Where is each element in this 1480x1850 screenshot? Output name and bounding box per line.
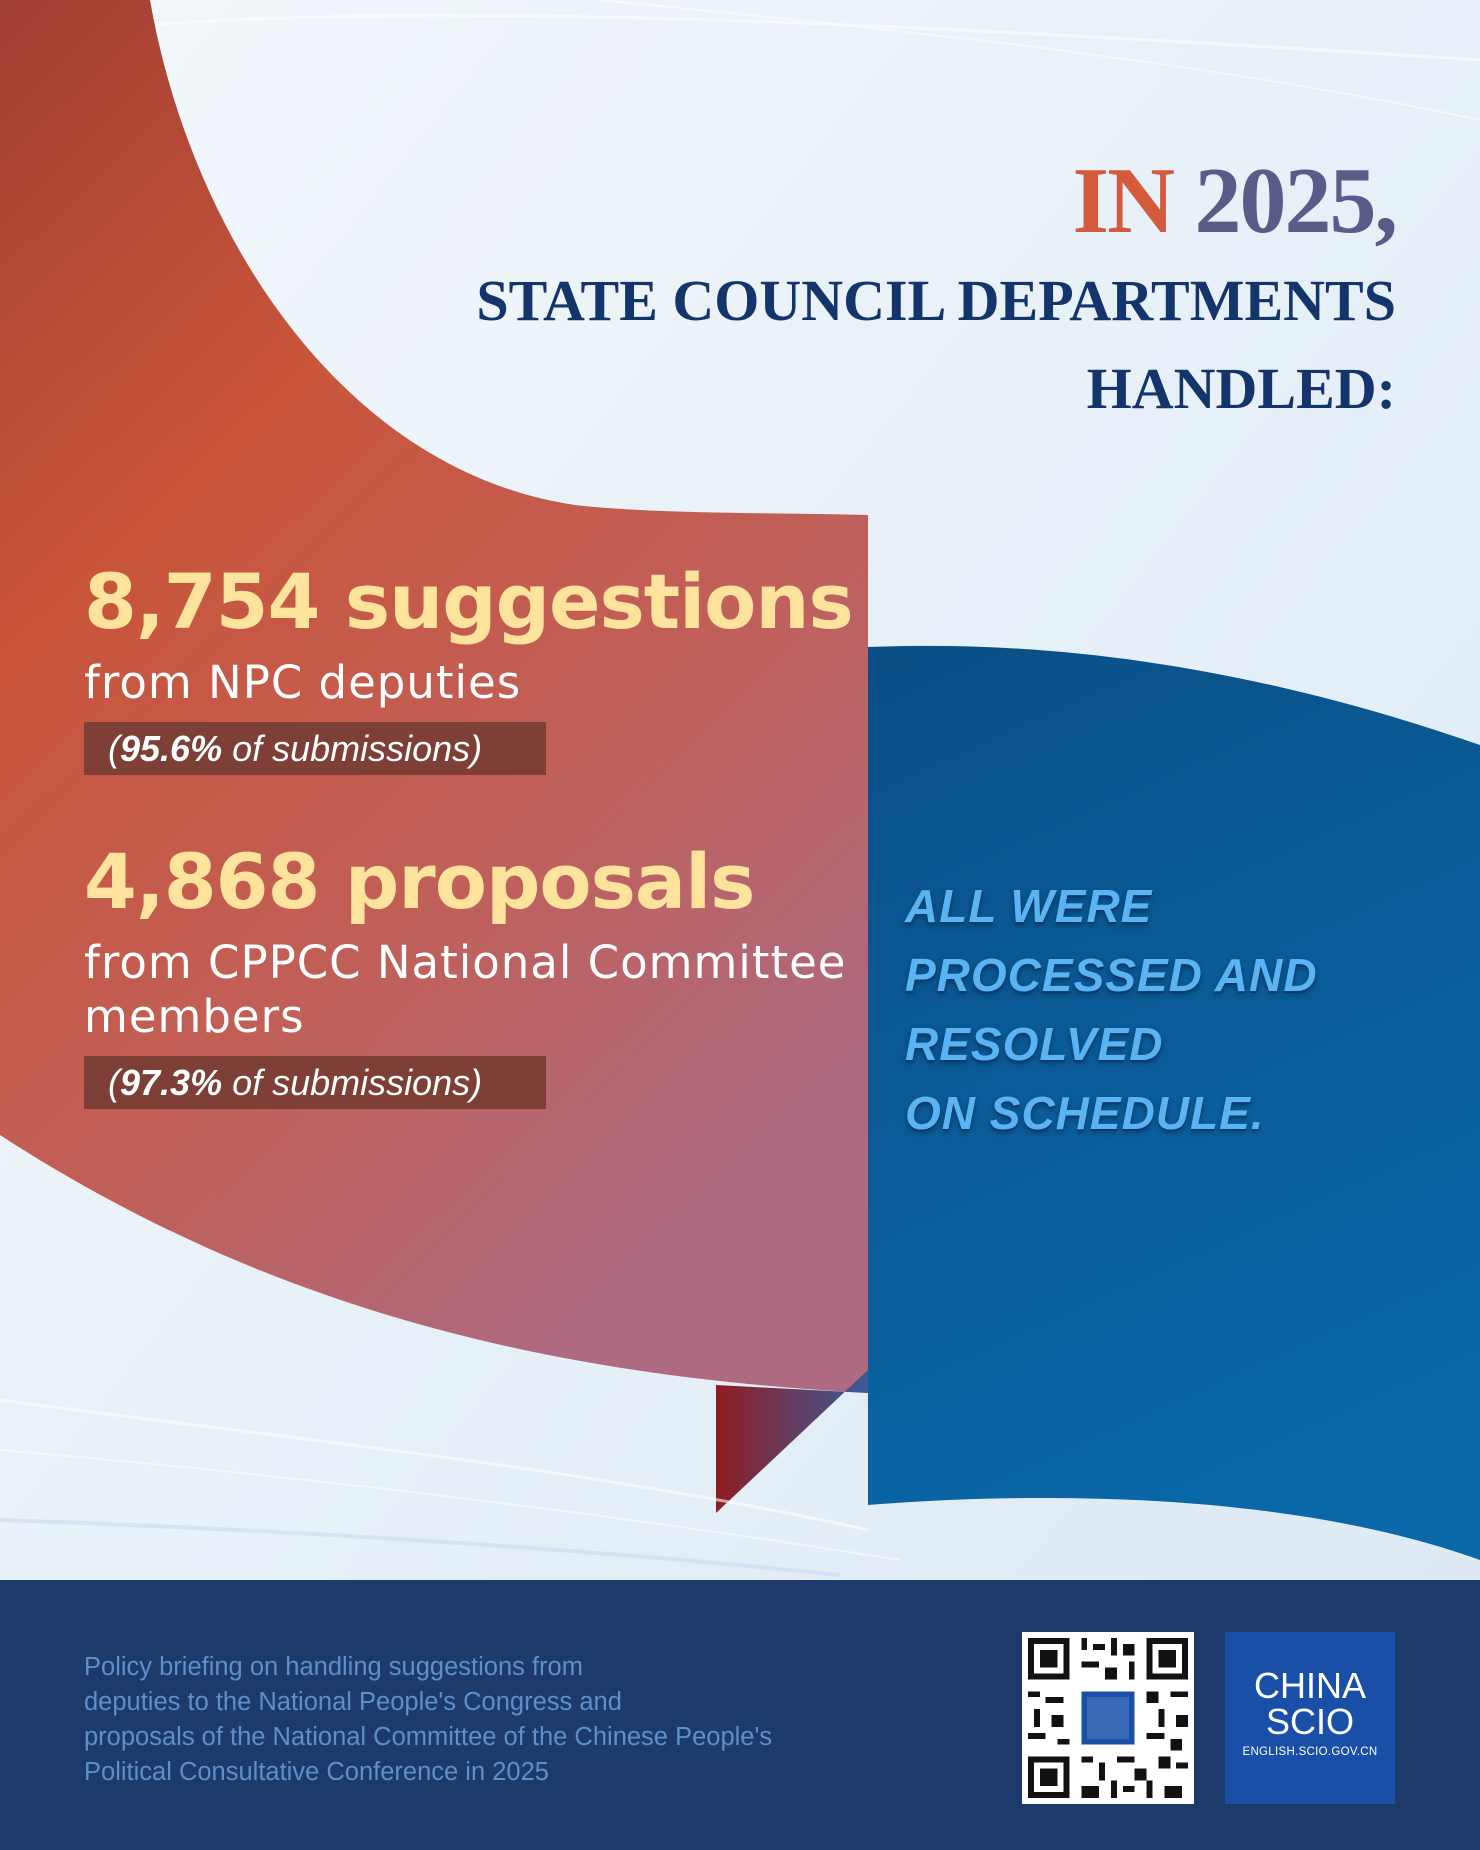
stat-suggestions-percentage (84, 722, 546, 775)
stat-proposals-pct-open: ( (108, 1061, 120, 1103)
logo-url: ENGLISH.SCIO.GOV.CN (1242, 1746, 1378, 1758)
headline-line3: HANDLED: (1086, 356, 1396, 422)
footer-line-1: Policy briefing on handling suggestions from (84, 1653, 583, 1681)
stat-proposals (84, 837, 847, 1109)
qr-code[interactable] (1022, 1632, 1194, 1804)
stat-suggestions-pct-value: 95.6% (120, 727, 223, 769)
footer-description (84, 1650, 884, 1790)
headline-year-value: 2025, (1194, 149, 1396, 253)
logo-line2: SCIO (1265, 1701, 1354, 1742)
resolved-line-2: PROCESSED AND (905, 949, 1318, 1001)
stat-proposals-pct-suffix: of submissions) (222, 1061, 483, 1103)
resolved-line-1: ALL WERE (905, 880, 1153, 932)
stat-suggestions-pct-open: ( (108, 727, 120, 769)
china-scio-logo[interactable] (1225, 1632, 1395, 1804)
footer-line-4: Political Consultative Conference in 2025 (84, 1758, 549, 1786)
stat-suggestions (84, 557, 853, 775)
stat-proposals-pct-value: 97.3% (120, 1061, 223, 1103)
qr-code-icon (1022, 1632, 1194, 1804)
footer-line-3: proposals of the National Committee of the Chinese People's (84, 1723, 773, 1751)
resolved-line-4: ON SCHEDULE. (905, 1087, 1265, 1139)
stat-proposals-source-line2: members (84, 989, 305, 1043)
resolved-statement (905, 872, 1318, 1148)
stat-suggestions-count: 8,754 suggestions (84, 557, 853, 646)
footer (0, 1580, 1480, 1850)
headline-year-prefix: IN (1072, 149, 1173, 253)
footer-line-2: deputies to the National People's Congress and (84, 1688, 622, 1716)
headline (476, 150, 1396, 429)
stat-proposals-source (84, 936, 846, 1044)
stat-proposals-percentage (84, 1056, 546, 1109)
headline-year (476, 150, 1396, 253)
resolved-line-3: RESOLVED (905, 1018, 1164, 1070)
stat-suggestions-pct-suffix: of submissions) (222, 727, 483, 769)
logo-line1: CHINA (1253, 1665, 1366, 1706)
stat-proposals-source-line1: from CPPCC National Committee (84, 935, 847, 989)
stat-proposals-count: 4,868 proposals (84, 837, 755, 926)
stat-suggestions-source: from NPC deputies (84, 655, 522, 709)
headline-line2: STATE COUNCIL DEPARTMENTS (476, 268, 1396, 334)
